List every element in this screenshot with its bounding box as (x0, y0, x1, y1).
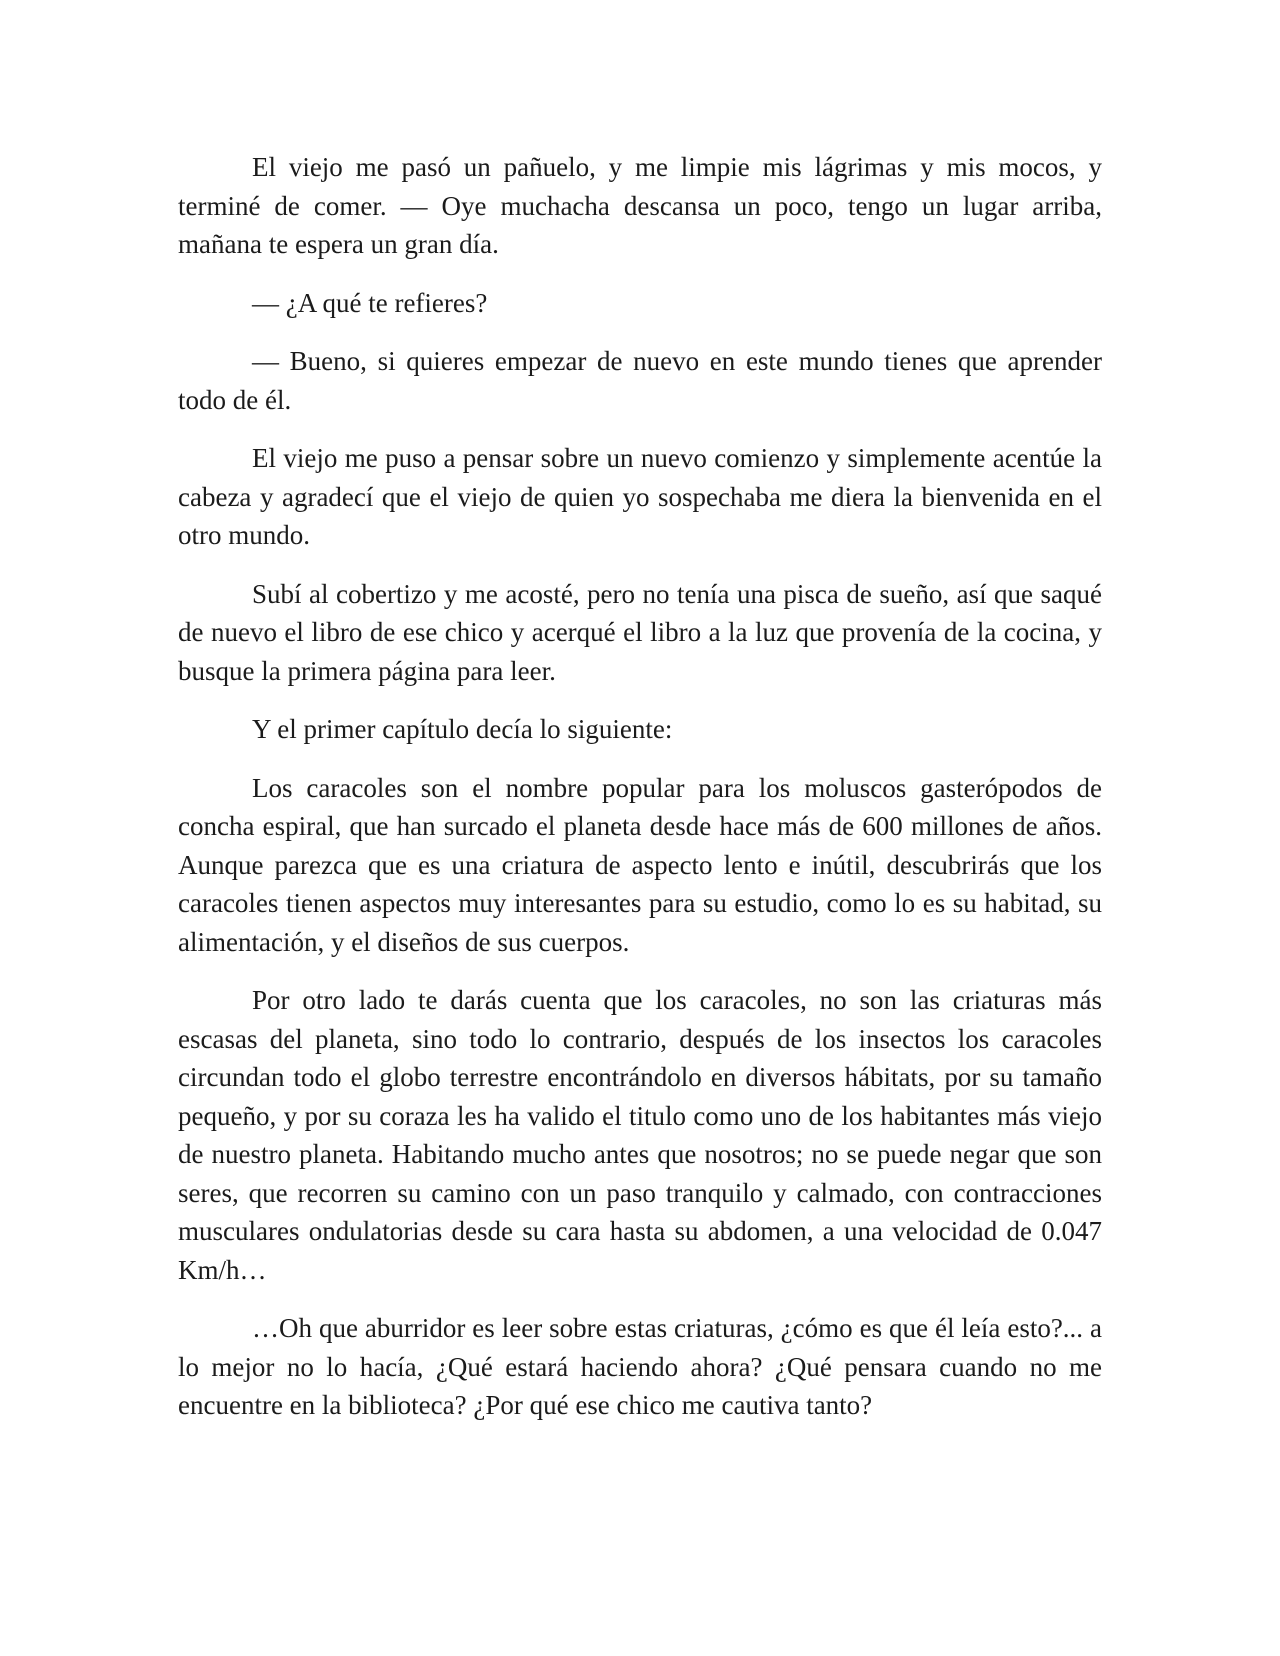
paragraph: Por otro lado te darás cuenta que los caracoles, no son las criaturas más escasas del planeta, sino todo lo contrario, después de los insectos los caracoles circundan todo el globo terrestre encontrándolo en diversos hábitats, por su tamaño pequeño, y por su coraza les ha valido el titulo como uno de los habitantes más viejo de nuestro planeta. Habitando mucho antes que nosotros; no se puede negar que son seres, que recorren su camino con un paso tranquilo y calmado, con contracciones musculares ondulatorias desde su cara hasta su abdomen, a una velocidad de 0.047 Km/h… (178, 985, 1102, 1285)
paragraph: El viejo me puso a pensar sobre un nuevo comienzo y simplemente acentúe la cabeza y agradecí que el viejo de quien yo sospechaba me diera la bienvenida en el otro mundo. (178, 443, 1102, 550)
paragraph: Y el primer capítulo decía lo siguiente: (252, 714, 673, 744)
paragraph: Subí al cobertizo y me acosté, pero no tenía una pisca de sueño, así que saqué de nuevo el libro de ese chico y acerqué el libro a la luz que provenía de la cocina, y busque la primera página para leer. (178, 578, 1102, 686)
paragraph: — Bueno, si quieres empezar de nuevo en este mundo tienes que aprender todo de él. (178, 346, 1102, 415)
body-text (178, 148, 1102, 1425)
paragraph: …Oh que aburridor es leer sobre estas criaturas, ¿cómo es que él leía esto?... a lo mejor no lo hacía, ¿Qué estará haciendo ahora? ¿Qué pensara cuando no me encuentre en la biblioteca? ¿Por qué ese chico me cautiva tanto? (178, 1313, 1102, 1420)
paragraph: El viejo me pasó un pañuelo, y me limpie mis lágrimas y mis mocos, y terminé de comer. — Oye muchacha descansa un poco, tengo un lugar arriba, mañana te espera un gran día. (178, 152, 1102, 259)
paragraph: — ¿A qué te refieres? (252, 287, 488, 318)
paragraph: Los caracoles son el nombre popular para los moluscos gasterópodos de concha espiral, que han surcado el planeta desde hace más de 600 millones de años. Aunque parezca que es una criatura de aspecto lento e inútil, descubrirás que los caracoles tienen aspectos muy interesantes para su estudio, como lo es su habitad, su alimentación, y el diseños de sus cuerpos. (178, 772, 1102, 957)
